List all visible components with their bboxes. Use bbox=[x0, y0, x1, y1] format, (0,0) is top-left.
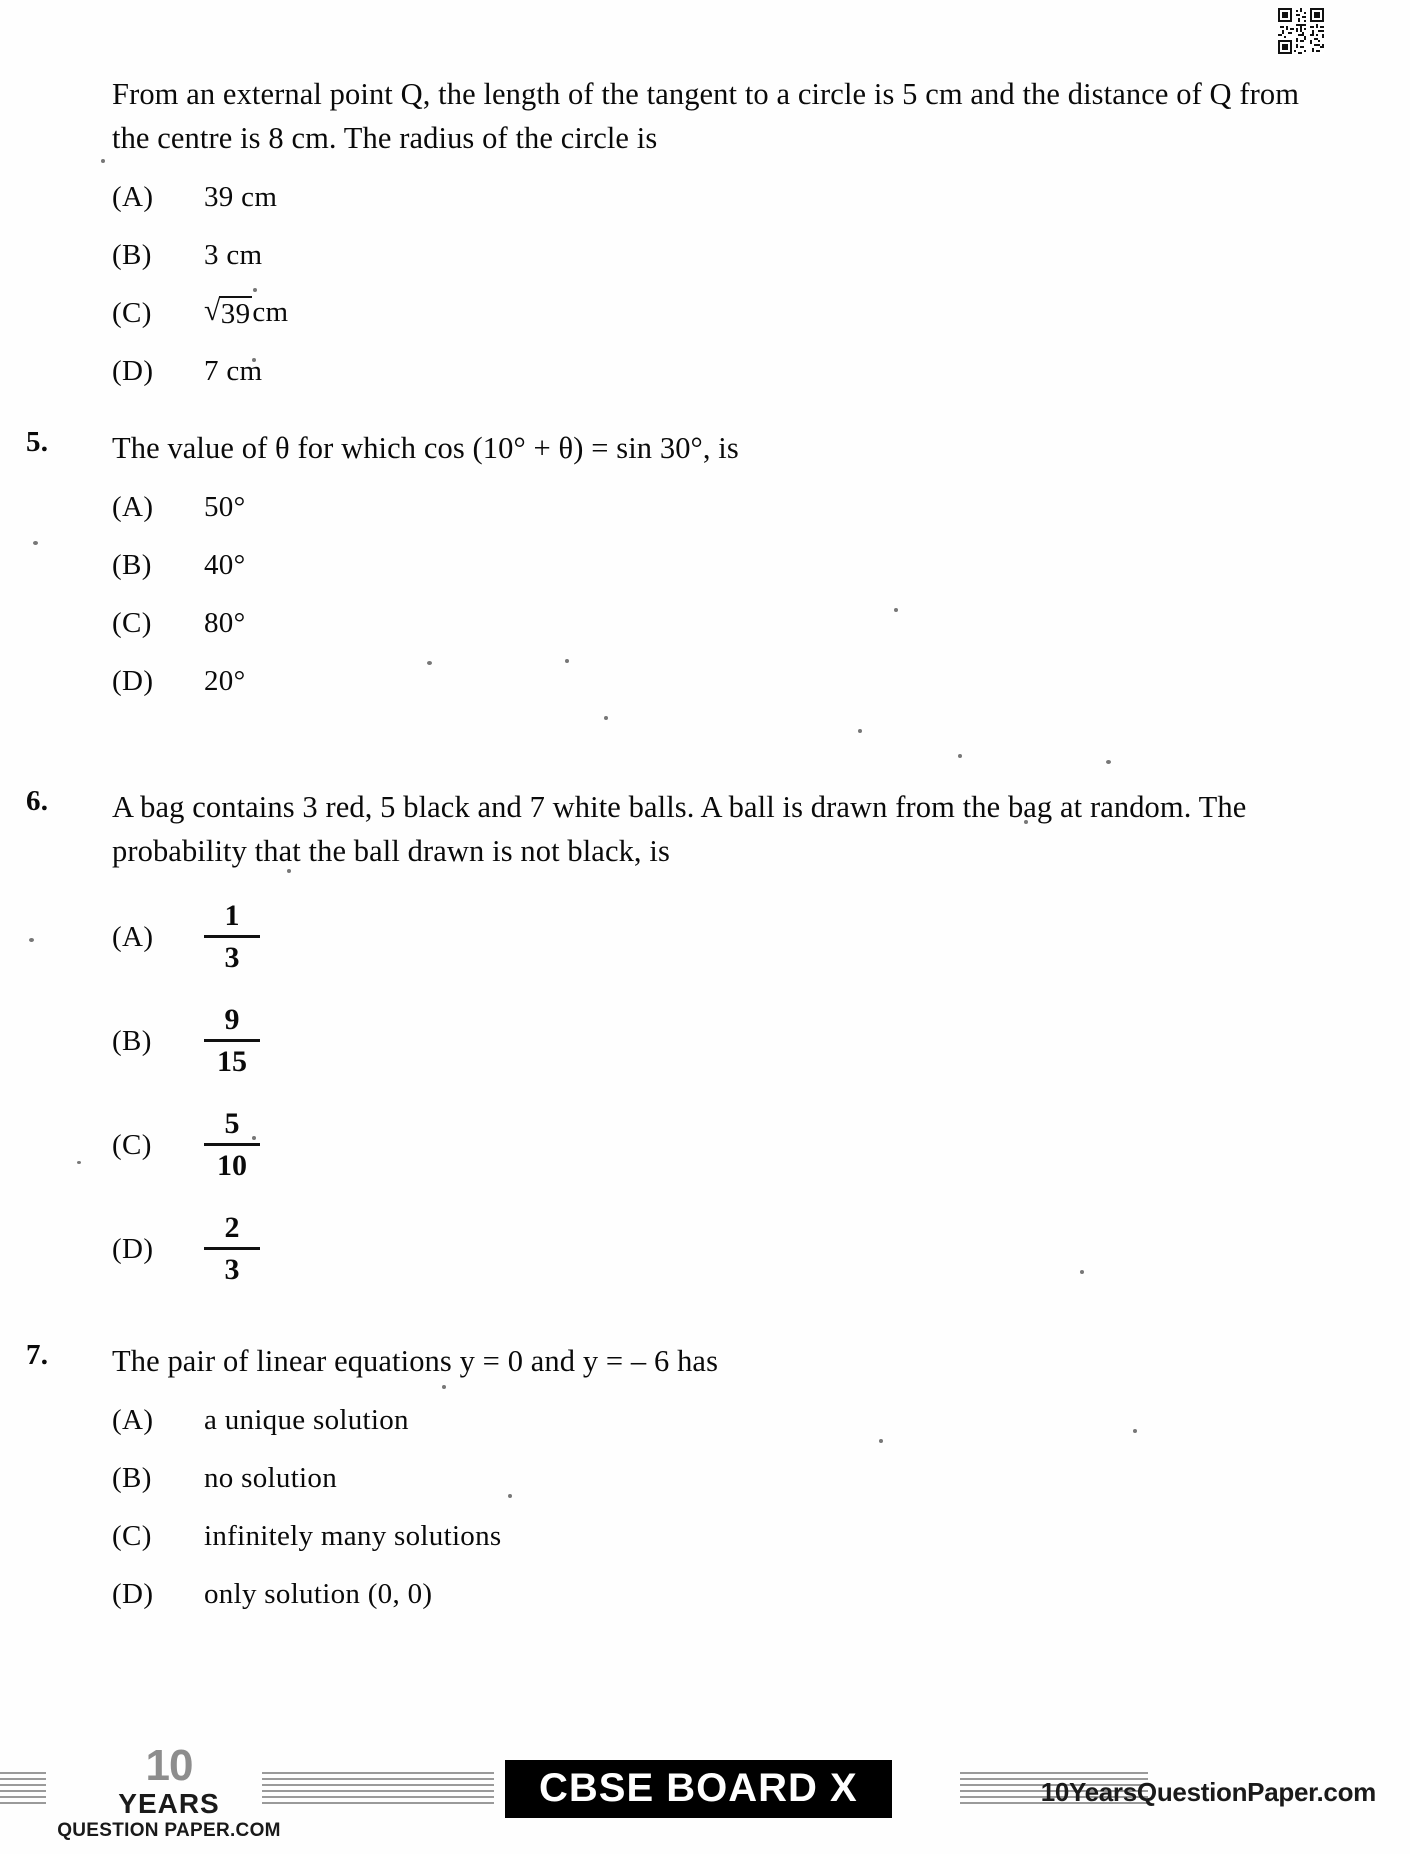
footer-watermark bbox=[0, 1728, 1410, 1848]
fraction-bar bbox=[204, 935, 260, 938]
question-number: 5. bbox=[26, 426, 49, 459]
option-a[interactable] bbox=[112, 487, 1410, 529]
option-d[interactable] bbox=[112, 350, 1410, 392]
cbse-board-banner: CBSE BOARD X bbox=[505, 1760, 892, 1818]
option-b[interactable] bbox=[112, 993, 1410, 1089]
question-number: 6. bbox=[26, 784, 49, 817]
decorative-lines-middle bbox=[262, 1772, 494, 1810]
question-text: The pair of linear equations y = 0 and y = – 6 has bbox=[112, 1344, 719, 1379]
option-label: (B) bbox=[112, 1461, 152, 1494]
fraction-denominator: 3 bbox=[224, 941, 240, 975]
question-block-7 bbox=[0, 1339, 1410, 1615]
option-c[interactable] bbox=[112, 603, 1410, 645]
site-url[interactable]: 10YearsQuestionPaper.com bbox=[1040, 1777, 1376, 1807]
question-block-6 bbox=[0, 785, 1410, 1297]
spacer bbox=[0, 408, 1410, 426]
option-value: 7 cm bbox=[204, 354, 263, 387]
option-label: (C) bbox=[112, 1519, 152, 1552]
option-label: (C) bbox=[112, 1128, 152, 1161]
option-value: no solution bbox=[204, 1461, 338, 1494]
option-label: (B) bbox=[112, 1024, 152, 1057]
options-list bbox=[112, 487, 1410, 703]
logo-years: YEARS bbox=[118, 1788, 220, 1819]
option-label: (D) bbox=[112, 665, 154, 698]
option-value: infinitely many solutions bbox=[204, 1519, 502, 1552]
fraction-denominator: 3 bbox=[224, 1253, 240, 1287]
unit-suffix: cm bbox=[252, 295, 289, 328]
option-d[interactable] bbox=[112, 1573, 1410, 1615]
spacer bbox=[0, 719, 1410, 785]
option-label: (A) bbox=[112, 180, 154, 213]
option-value-fraction bbox=[204, 900, 260, 975]
option-value: only solution (0, 0) bbox=[204, 1577, 433, 1610]
options-list bbox=[112, 889, 1410, 1297]
options-list bbox=[112, 176, 1410, 392]
fraction-numerator: 5 bbox=[224, 1106, 240, 1140]
option-value-sqrt bbox=[204, 293, 289, 331]
option-value-fraction bbox=[204, 1004, 260, 1079]
options-list bbox=[112, 1399, 1410, 1615]
option-label: (A) bbox=[112, 1403, 154, 1436]
option-label: (B) bbox=[112, 238, 152, 271]
option-label: (A) bbox=[112, 920, 154, 953]
questions-container bbox=[0, 72, 1410, 1631]
option-b[interactable] bbox=[112, 545, 1410, 587]
option-label: (C) bbox=[112, 296, 152, 329]
option-label: (D) bbox=[112, 1577, 154, 1610]
option-d[interactable] bbox=[112, 1201, 1410, 1297]
option-a[interactable] bbox=[112, 1399, 1410, 1441]
radicand: 39 bbox=[220, 297, 251, 330]
logo-domain: QUESTION PAPER.COM bbox=[57, 1820, 281, 1841]
option-value: 80° bbox=[204, 607, 246, 640]
question-block-4 bbox=[0, 72, 1410, 392]
ten-years-logo bbox=[44, 1741, 294, 1841]
option-label: (D) bbox=[112, 1232, 154, 1265]
question-text: From an external point Q, the length of the tangent to a circle is 5 cm and the distance of Q from the centre is 8 cm. The radius of the circle is bbox=[112, 77, 1300, 156]
question-number: 7. bbox=[26, 1339, 49, 1372]
question-text: The value of θ for which cos (10° + θ) = sin 30°, is bbox=[112, 431, 739, 466]
logo-number: 10 bbox=[145, 1741, 193, 1790]
fraction-numerator: 9 bbox=[224, 1002, 240, 1036]
fraction-numerator: 1 bbox=[224, 898, 240, 932]
fraction-denominator: 10 bbox=[217, 1149, 247, 1183]
fraction-bar bbox=[204, 1143, 260, 1146]
option-label: (D) bbox=[112, 354, 154, 387]
question-block-5 bbox=[0, 426, 1410, 702]
option-a[interactable] bbox=[112, 176, 1410, 218]
fraction-bar bbox=[204, 1039, 260, 1042]
option-b[interactable] bbox=[112, 234, 1410, 276]
decorative-lines-left bbox=[0, 1772, 46, 1810]
spacer bbox=[0, 1305, 1410, 1339]
option-value: 20° bbox=[204, 665, 246, 698]
fraction-bar bbox=[204, 1247, 260, 1250]
option-value: 39 cm bbox=[204, 180, 278, 213]
question-text: A bag contains 3 red, 5 black and 7 white balls. A ball is drawn from the bag at random. The probability that the ball drawn is not black, is bbox=[112, 789, 1247, 868]
option-d[interactable] bbox=[112, 661, 1410, 703]
option-c[interactable] bbox=[112, 1097, 1410, 1193]
option-label: (A) bbox=[112, 491, 154, 524]
radical-sign: √ bbox=[204, 293, 221, 327]
option-c[interactable] bbox=[112, 1515, 1410, 1557]
option-value: 3 cm bbox=[204, 238, 263, 271]
option-label: (C) bbox=[112, 607, 152, 640]
fraction-denominator: 15 bbox=[217, 1045, 247, 1079]
option-a[interactable] bbox=[112, 889, 1410, 985]
option-value-fraction bbox=[204, 1212, 260, 1287]
option-b[interactable] bbox=[112, 1457, 1410, 1499]
option-value: a unique solution bbox=[204, 1403, 409, 1436]
option-value-fraction bbox=[204, 1108, 260, 1183]
fraction-numerator: 2 bbox=[224, 1210, 240, 1244]
option-label: (B) bbox=[112, 549, 152, 582]
option-value: 40° bbox=[204, 549, 246, 582]
qr-code bbox=[1278, 8, 1324, 54]
option-value: 50° bbox=[204, 491, 246, 524]
option-c[interactable] bbox=[112, 292, 1410, 334]
